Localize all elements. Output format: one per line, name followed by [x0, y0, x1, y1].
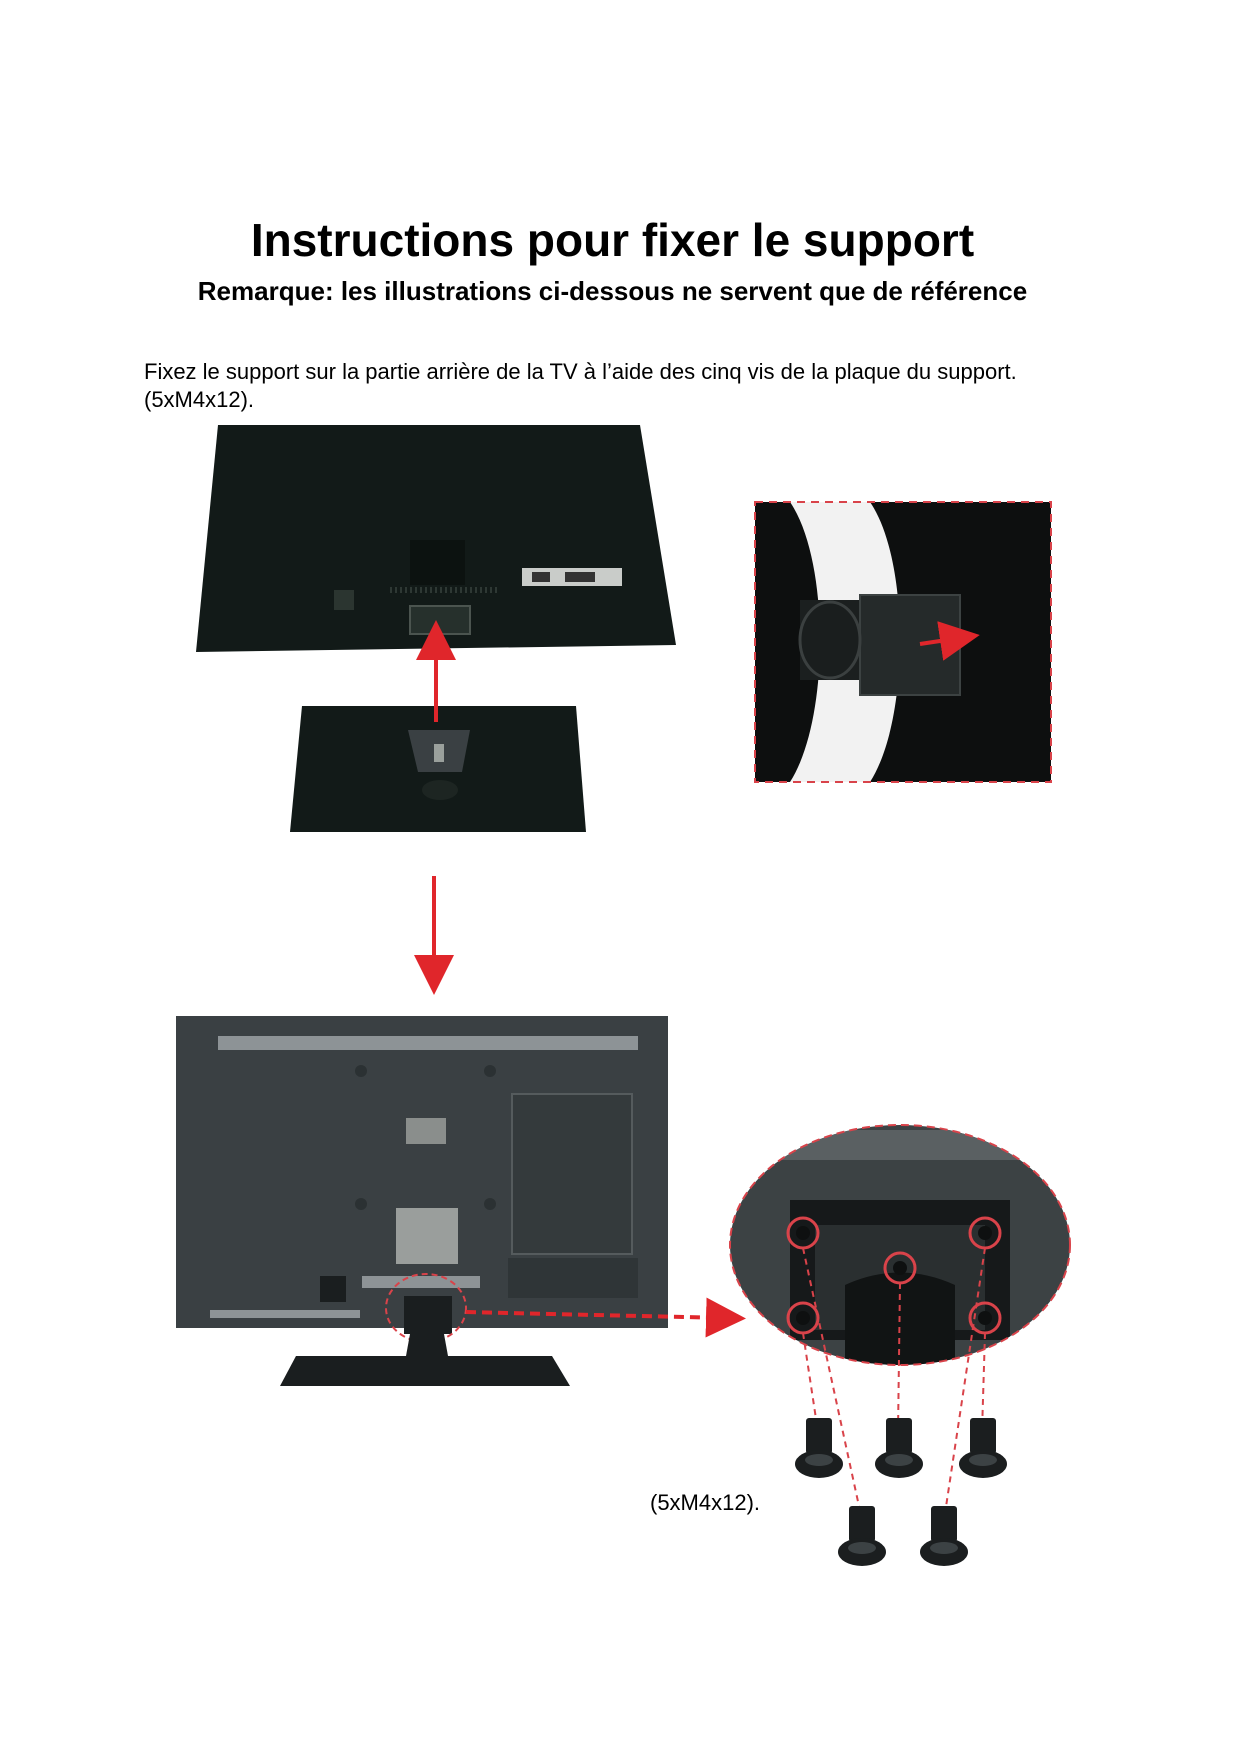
- instruction-line-2: (5xM4x12).: [144, 387, 255, 412]
- screw-caption: (5xM4x12).: [650, 1490, 761, 1515]
- page-title: Instructions pour fixer le support: [250, 214, 975, 266]
- screw-icon: [875, 1418, 923, 1478]
- instruction-line-1: Fixez le support sur la partie arrière de la TV à l’aide des cinq vis de la plaque du support.: [144, 359, 1017, 384]
- screw-icon: [795, 1418, 843, 1478]
- tv-back-bottom-illustration: [176, 1016, 668, 1386]
- stand-base-illustration: [290, 706, 586, 832]
- page-subtitle: Remarque: les illustrations ci-dessous ne servent que de référence: [197, 276, 1028, 306]
- tv-back-top-illustration: [196, 425, 676, 652]
- screw-icon: [959, 1418, 1007, 1478]
- screw-icon: [838, 1506, 886, 1566]
- bracket-detail-illustration: [755, 502, 1051, 782]
- mount-detail-illustration: [720, 1125, 1080, 1370]
- screw-icon: [920, 1506, 968, 1566]
